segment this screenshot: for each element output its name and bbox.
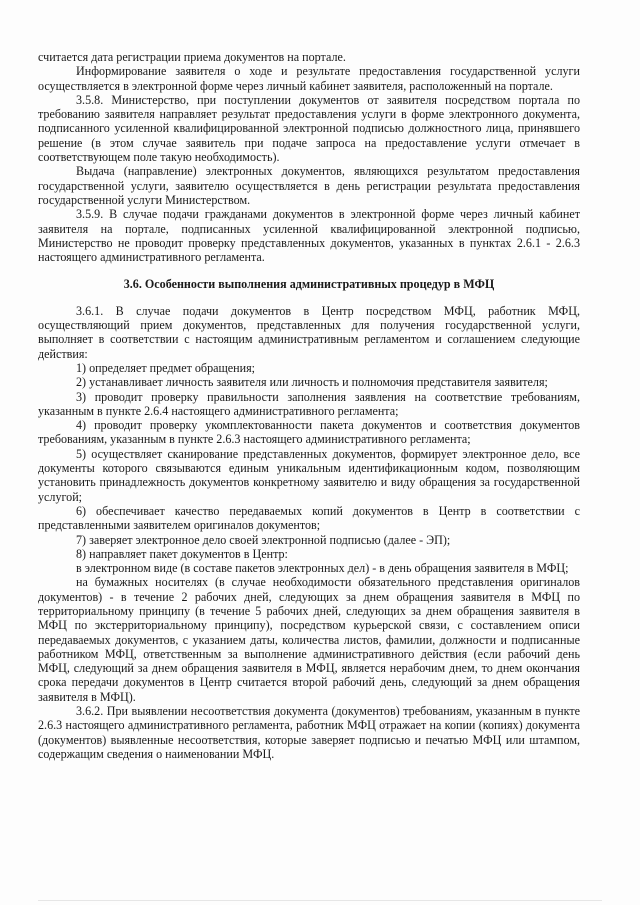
paragraph-portal-registration: считается дата регистрации приема документов на портале. bbox=[38, 50, 346, 64]
list-item-3: 3) проводит проверку правильности заполнения заявления на соответствие требованиям, указанным в пункте 2.6.4 настоящего административного регламента; bbox=[38, 389, 580, 418]
list-item-7: 7) заверяет электронное дело своей электронной подписью (далее - ЭП); bbox=[76, 532, 451, 547]
paragraph-3-6-2: 3.6.2. При выявлении несоответствия документа (документов) требованиям, указанным в пункте 2.6.3 настоящего административного регламента, работник МФЦ отражает на копии (копиях) документа (документов) выявленные несоответствия, которые заверяет подписью и печатью МФЦ или штампом, содержащим сведения о наименовании МФЦ. bbox=[38, 704, 580, 761]
paragraph-3-6-1: 3.6.1. В случае подачи документов в Центр посредством МФЦ, работник МФЦ, осуществляющий прием документов, представленных для получения государственной услуги, выполняет в соответствии с настоящим административным регламентом и соглашением следующие действия: bbox=[38, 303, 580, 361]
paragraph-3-5-9: 3.5.9. В случае подачи гражданами документов в электронной форме через личный кабинет заявителя на портале, подписанных усиленной квалифицированной электронной подписью, Министерство не проводит проверку представленных документов, указанных в пунктах 2.6.1 - 2.6.3 настоящего административного регламента. bbox=[38, 207, 580, 265]
paragraph-issuance-electronic-docs: Выдача (направление) электронных документов, являющихся результатом предоставления государственной услуги, заявителю осуществляется в день регистрации результата предоставления государственной услуги Министерством. bbox=[38, 164, 580, 207]
list-item-1: 1) определяет предмет обращения; bbox=[76, 360, 256, 375]
page-bottom-edge bbox=[38, 900, 602, 901]
list-item-2: 2) устанавливает личность заявителя или личность и полномочия представителя заявителя; bbox=[76, 375, 548, 390]
paragraph-paper-form: на бумажных носителях (в случае необходимости обязательного представления оригиналов документов) - в течение 2 рабочих дней, следующих за днем обращения заявителя в МФЦ по территориальному принципу (в течение 5 рабочих дней, следующих за днем обращения заявителя в МФЦ по экстерриториальному принципу), посредством курьерской связи, с составлением описи передаваемых документов, с указанием даты, количества листов, фамилии, должности и подписанные работником МФЦ, ответственным за выполнение административного действия (если рабочий день МФЦ, следующий за днем обращения заявителя в МФЦ, является нерабочим днем, то днем окончания срока передачи документов в Центр считается второй рабочий день, следующий за днем обращения заявителя в МФЦ). bbox=[38, 575, 580, 704]
list-item-6: 6) обеспечивает качество передаваемых копий документов в Центр в соответствии с представленными заявителем оригиналов документов; bbox=[38, 503, 580, 533]
paragraph-3-5-8: 3.5.8. Министерство, при поступлении документов от заявителя посредством портала по требованию заявителя направляет результат предоставления услуги в форме электронного документа, подписанного усиленной квалифицированной электронной подписью должностного лица, принявшего решение (в этом случае заявитель при подаче запроса на предоставление услуги отмечает в соответствующем поле такую необходимость). bbox=[38, 92, 580, 165]
list-item-4: 4) проводит проверку укомплектованности пакета документов и соответствия документов требованиям, указанным в пункте 2.6.3 настоящего административного регламента; bbox=[38, 418, 580, 447]
paragraph-electronic-form: в электронном виде (в составе пакетов электронных дел) - в день обращения заявителя в МФЦ; bbox=[76, 561, 569, 576]
list-item-5: 5) осуществляет сканирование представленных документов, формирует электронное дело, все документы которого связываются единым уникальным идентификационным кодом, позволяющим установить принадлежность документов конкретному заявителю и виду обращения за государственной услугой; bbox=[38, 446, 580, 504]
section-heading-3-6: 3.6. Особенности выполнения административных процедур в МФЦ bbox=[123, 277, 495, 292]
paragraph-informing-applicant: Информирование заявителя о ходе и результате предоставления государственной услуги осуществляется в электронной форме через личный кабинет заявителя, расположенный на портале. bbox=[38, 64, 580, 93]
list-item-8: 8) направляет пакет документов в Центр: bbox=[76, 546, 288, 561]
